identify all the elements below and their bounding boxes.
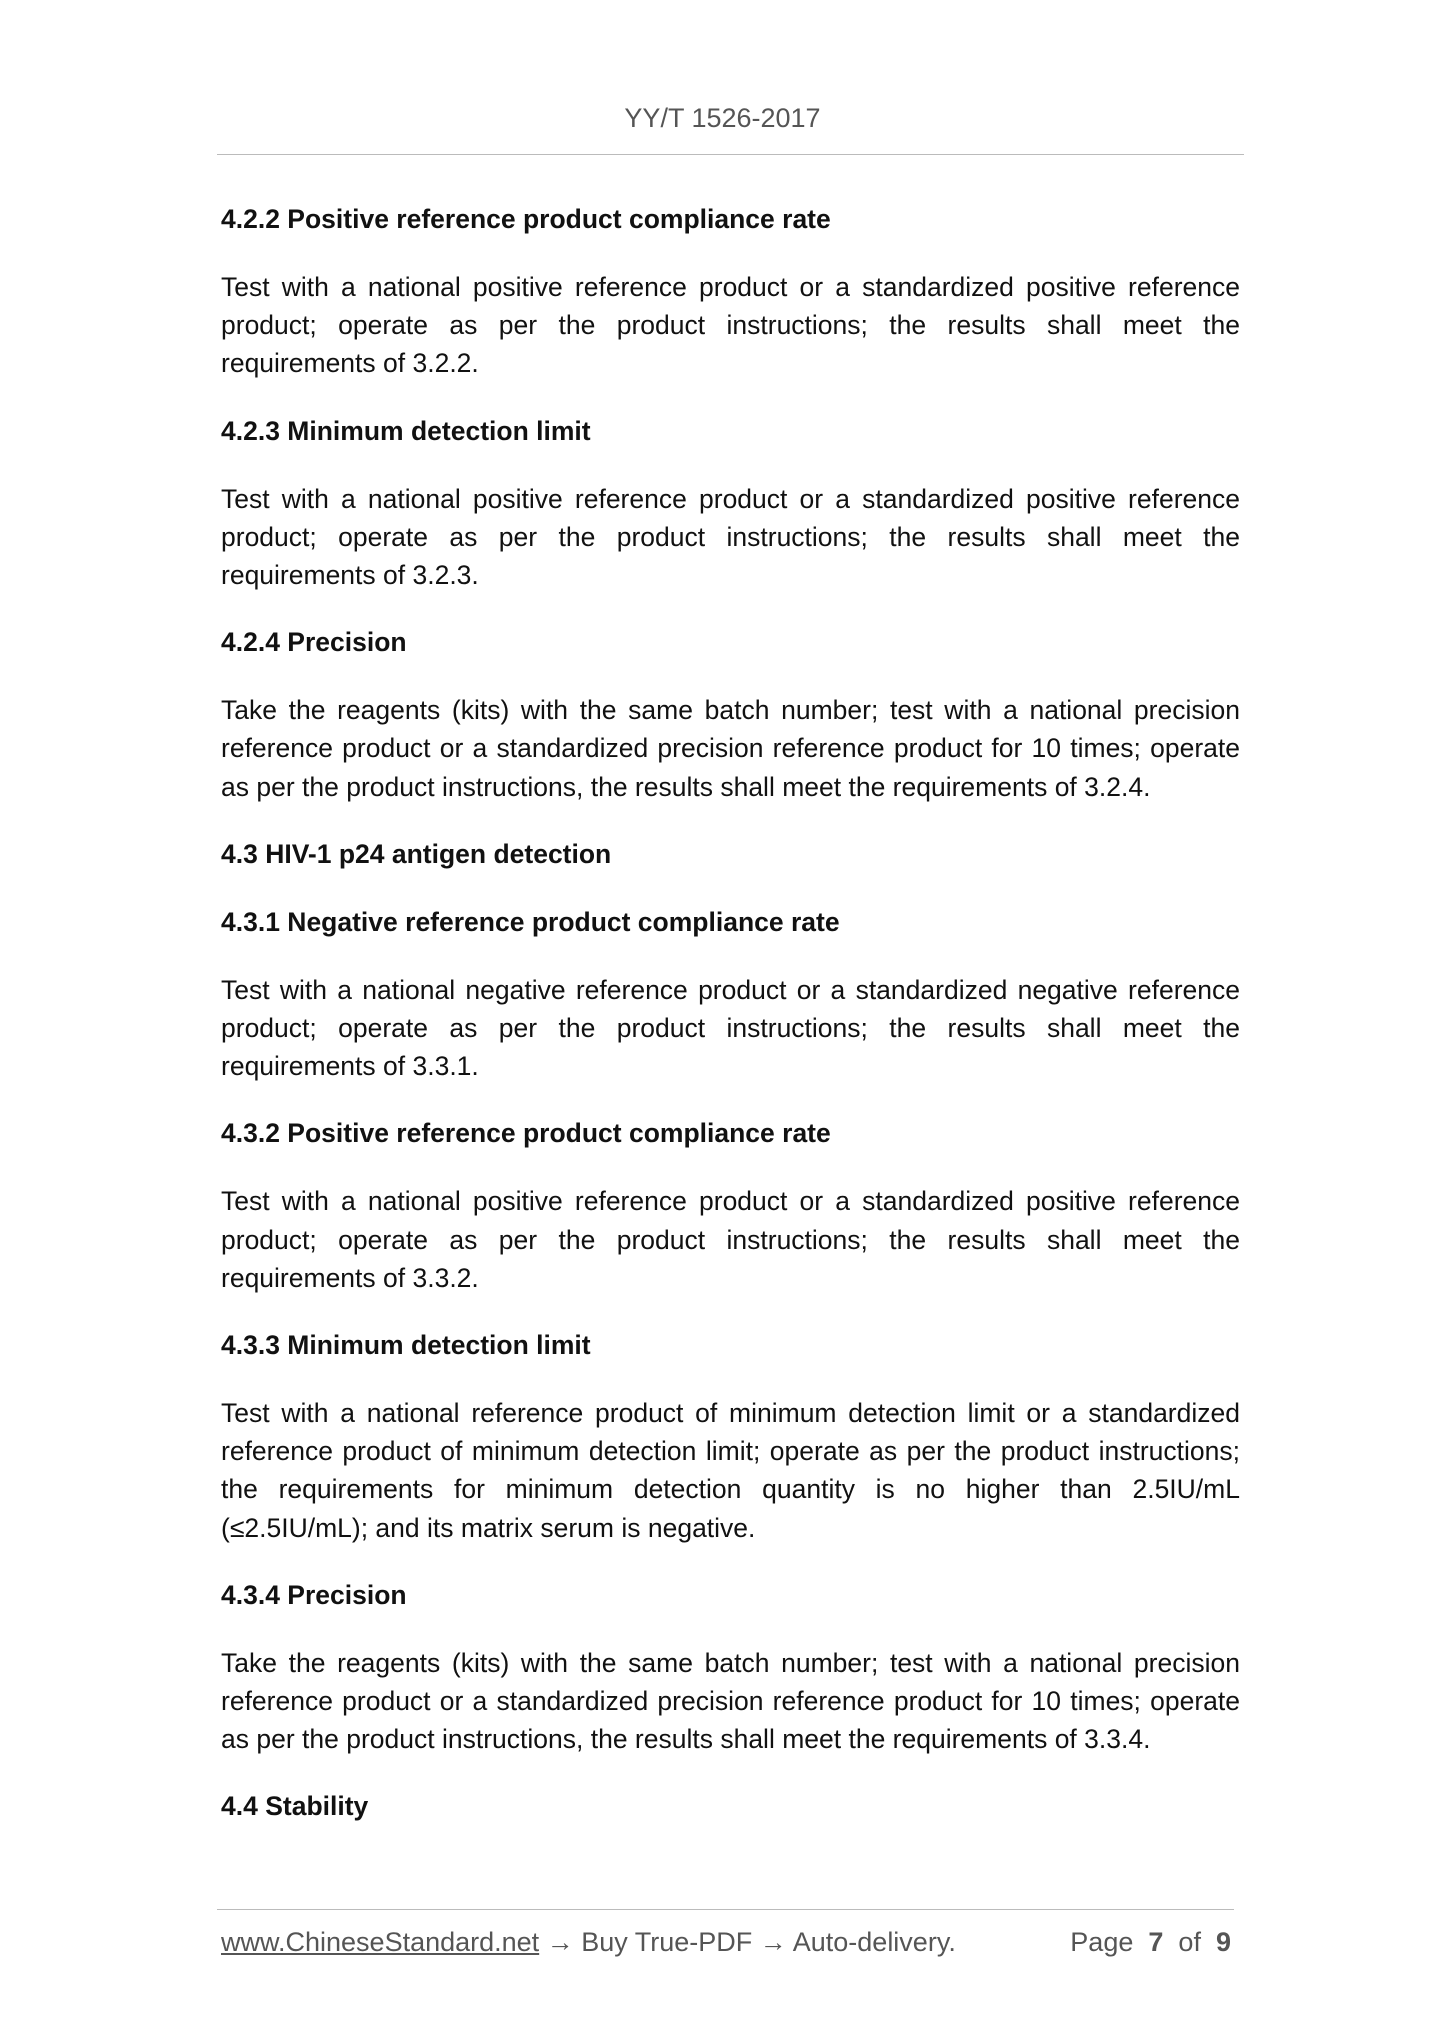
section-paragraph-4-2-2: Test with a national positive reference product or a standardized positive reference product; operate as per the product instructions; the results shall meet the requirements of 3.2.2. [221, 272, 1240, 379]
header-divider [217, 154, 1244, 155]
section-heading-4-3-4: 4.3.4 Precision [221, 1579, 407, 1610]
footer-divider [217, 1909, 1234, 1910]
section-paragraph-4-2-3: Test with a national positive reference product or a standardized positive reference product; operate as per the product instructions; the results shall meet the requirements of 3.2.3. [221, 483, 1240, 591]
section-heading-4-2-2: 4.2.2 Positive reference product compliance rate [221, 204, 831, 234]
section-heading-4-3: 4.3 HIV-1 p24 antigen detection [221, 838, 612, 869]
section-paragraph-4-3-4: Take the reagents (kits) with the same batch number; test with a national precision reference product or a standardized precision reference product for 10 times; operate as per the product instructions, the results shall meet the requirements of 3.3.4. [221, 1647, 1240, 1755]
footer-website-link[interactable]: www.ChineseStandard.net [221, 1927, 540, 1957]
page-indicator [1070, 1927, 1231, 1958]
section-heading-4-2-3: 4.2.3 Minimum detection limit [221, 415, 591, 446]
section-heading-4-3-2: 4.3.2 Positive reference product compliance rate [221, 1118, 831, 1149]
page-label: Page [1070, 1927, 1134, 1957]
section-heading-4-3-1: 4.3.1 Negative reference product compliance rate [221, 906, 840, 937]
section-heading-4-2-4: 4.2.4 Precision [221, 627, 407, 658]
section-heading-4-3-3: 4.3.3 Minimum detection limit [221, 1330, 591, 1361]
section-paragraph-4-3-3: Test with a national reference product of minimum detection limit or a standardized reference product of minimum detection limit; operate as per the product instructions; the requirements for minimum detection quantity is no higher than 2.5IU/mL (≤2.5IU/mL); and its matrix serum is negative. [221, 1398, 1240, 1543]
page-of-label: of [1178, 1927, 1201, 1957]
document-body [221, 200, 1240, 1855]
section-heading-4-4: 4.4 Stability [221, 1791, 369, 1822]
section-paragraph-4-3-1: Test with a national negative reference product or a standardized negative reference product; operate as per the product instructions; the results shall meet the requirements of 3.3.1. [221, 974, 1240, 1082]
footer-tagline: → Buy True-PDF → Auto-delivery. [539, 1927, 956, 1957]
section-paragraph-4-3-2: Test with a national positive reference product or a standardized positive reference product; operate as per the product instructions; the results shall meet the requirements of 3.3.2. [221, 1186, 1240, 1293]
page-current: 7 [1148, 1927, 1164, 1957]
section-paragraph-4-2-4: Take the reagents (kits) with the same batch number; test with a national precision reference product or a standardized precision reference product for 10 times; operate as per the product instructions, the results shall meet the requirements of 3.2.4. [221, 695, 1240, 802]
page-total: 9 [1215, 1927, 1231, 1957]
footer-promo [221, 1927, 956, 1958]
document-header: YY/T 1526-2017 [624, 103, 821, 133]
